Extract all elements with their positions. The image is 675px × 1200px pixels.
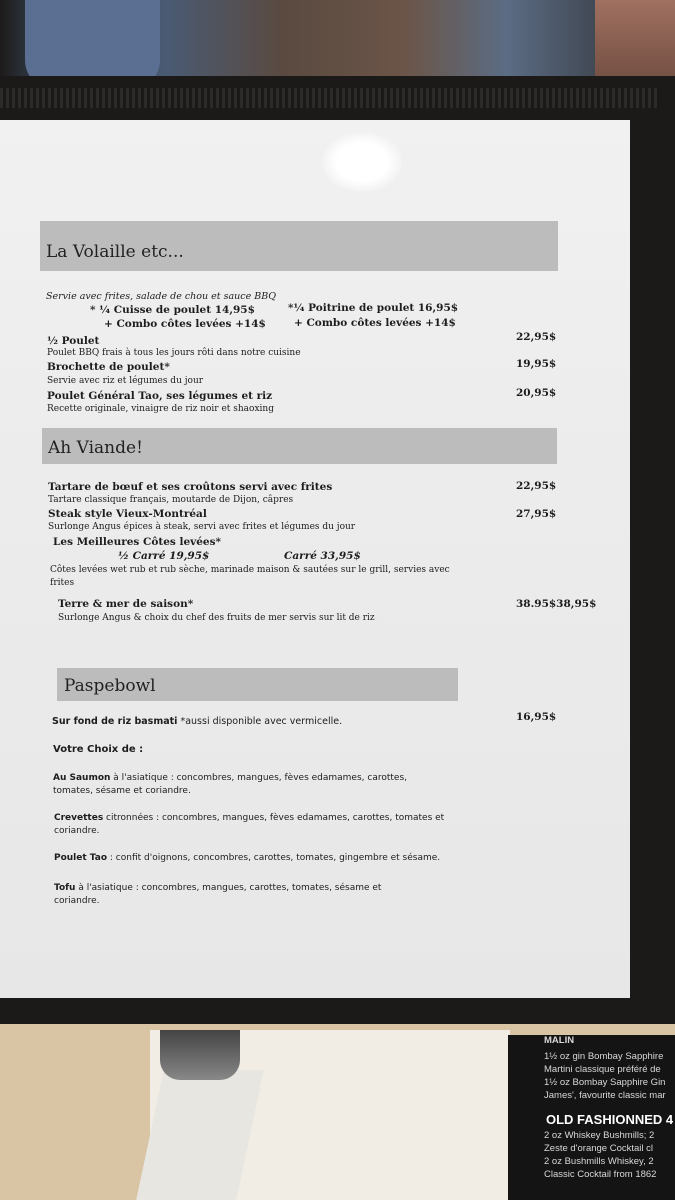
menu-item-desc: frites xyxy=(50,578,75,588)
bowl-option-name: Au Saumon xyxy=(53,773,111,783)
bowl-option-name: Tofu xyxy=(54,883,76,893)
menu-item-desc: Tartare classique français, moutarde de Dijon, câpres xyxy=(48,495,294,505)
section-header-volaille xyxy=(40,221,558,271)
paspebowl-base-note: *aussi disponible avec vermicelle. xyxy=(177,716,343,727)
menu-item-price: 19,95$ xyxy=(516,358,557,370)
cocktail-line: MALIN xyxy=(544,1035,575,1046)
bowl-option-name: Poulet Tao xyxy=(54,853,108,863)
cotes-full-price: Carré 33,95$ xyxy=(284,550,361,562)
option-poitrine: *¼ Poitrine de poulet 16,95$ xyxy=(288,302,459,314)
menu-item-name: Terre & mer de saison* xyxy=(58,598,194,610)
section-header-viande xyxy=(42,428,557,464)
fork-icon xyxy=(160,1030,240,1080)
bowl-option-desc2: tomates, sésame et coriandre. xyxy=(53,786,191,796)
cocktail-line: 1½ oz Bombay Sapphire Gin xyxy=(544,1077,666,1088)
bowl-option-name: Crevettes xyxy=(54,813,104,823)
menu-item-desc: Surlonge Angus épices à steak, servi avec frites et légumes du jour xyxy=(48,522,356,532)
option-cuisse-combo: + Combo côtes levées +14$ xyxy=(104,318,266,330)
cotes-half-price: ½ Carré 19,95$ xyxy=(118,550,210,562)
menu-item-name: Brochette de poulet* xyxy=(47,361,170,373)
cocktail-line: 2 oz Whiskey Bushmills; 2 xyxy=(544,1130,655,1141)
cocktail-line: Zeste d'orange Cocktail cl xyxy=(544,1143,654,1154)
section-title: Ah Viande! xyxy=(48,438,143,458)
bowl-option xyxy=(54,853,440,863)
cocktail-menu-card xyxy=(508,1035,675,1200)
cocktail-title: OLD FASHIONNED 4 xyxy=(546,1112,674,1127)
paspebowl-base-bold: Sur fond de riz basmati xyxy=(52,716,178,727)
bowl-option-desc: à l'asiatique : concombres, mangues, fèves edamames, carottes, xyxy=(110,773,407,783)
volaille-note: Servie avec frites, salade de chou et sauce BBQ xyxy=(46,291,276,302)
menu-item-price: 27,95$ xyxy=(516,508,557,520)
section-header-paspebowl xyxy=(57,668,458,701)
menu-item-price: 38.95$38,95$ xyxy=(516,598,597,610)
menu-item-price: 22,95$ xyxy=(516,331,557,343)
menu-folder-stitching xyxy=(0,88,660,108)
menu-item-name: ½ Poulet xyxy=(47,335,100,347)
menu-item-desc: Surlonge Angus & choix du chef des fruits de mer servis sur lit de riz xyxy=(58,613,375,623)
option-poitrine-combo: + Combo côtes levées +14$ xyxy=(294,317,456,329)
bowl-option xyxy=(54,883,381,893)
section-title: Paspebowl xyxy=(64,676,156,696)
menu-item-name: Les Meilleures Côtes levées* xyxy=(53,536,221,548)
menu-item-name: Poulet Général Tao, ses légumes et riz xyxy=(47,390,273,402)
menu-item-desc: Poulet BBQ frais à tous les jours rôti dans notre cuisine xyxy=(47,348,301,358)
cocktail-line: Classic Cocktail from 1862 xyxy=(544,1169,657,1180)
bowl-option-desc2: coriandre. xyxy=(54,826,100,836)
bowl-option xyxy=(53,773,407,783)
menu-item-desc: Recette originale, vinaigre de riz noir et shaoxing xyxy=(47,404,274,414)
menu-item-name: Tartare de bœuf et ses croûtons servi avec frites xyxy=(48,481,333,493)
bowl-option-desc: à l'asiatique : concombres, mangues, carottes, tomates, sésame et xyxy=(75,883,382,893)
section-title: La Volaille etc... xyxy=(46,242,184,262)
paspebowl-choix: Votre Choix de : xyxy=(53,744,144,755)
bowl-option-desc2: coriandre. xyxy=(54,896,100,906)
paspebowl-base xyxy=(52,716,342,727)
menu-item-desc: Servie avec riz et légumes du jour xyxy=(47,376,204,386)
cocktail-line: 2 oz Bushmills Whiskey, 2 xyxy=(544,1156,654,1167)
cocktail-line: Martini classique préféré de xyxy=(544,1064,661,1075)
cocktail-line: 1½ oz gin Bombay Sapphire xyxy=(544,1051,664,1062)
menu-item-desc: Côtes levées wet rub et rub sèche, marinade maison & sautées sur le grill, servies avec xyxy=(50,565,450,575)
bowl-option xyxy=(54,813,444,823)
option-cuisse: * ¼ Cuisse de poulet 14,95$ xyxy=(90,304,255,316)
light-glare xyxy=(322,132,402,192)
menu-item-price: 22,95$ xyxy=(516,480,557,492)
paspebowl-price: 16,95$ xyxy=(516,711,557,723)
menu-item-name: Steak style Vieux-Montréal xyxy=(48,508,207,520)
menu-item-price: 20,95$ xyxy=(516,387,557,399)
bowl-option-desc: : confit d'oignons, concombres, carottes, tomates, gingembre et sésame. xyxy=(107,853,441,863)
cocktail-line: James', favourite classic mar xyxy=(544,1090,666,1101)
bowl-option-desc: citronnées : concombres, mangues, fèves edamames, carottes, tomates et xyxy=(103,813,445,823)
